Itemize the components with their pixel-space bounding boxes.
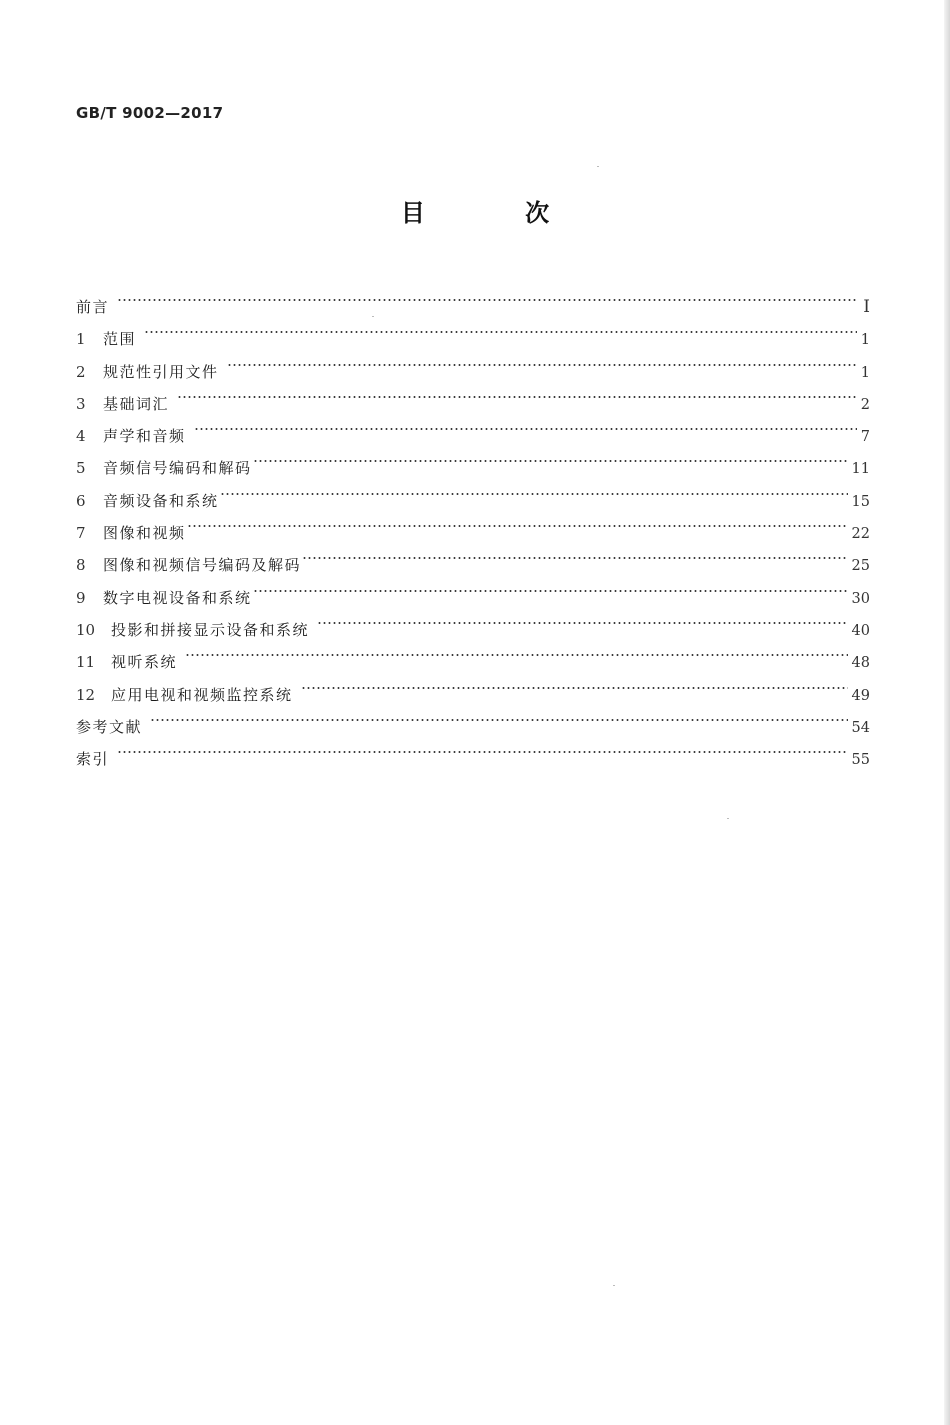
toc-leader-dots — [227, 345, 857, 377]
toc-entry-label: 基础词汇 — [103, 394, 170, 413]
toc-entry-label: 图像和视频 — [103, 524, 186, 543]
toc-entry-scope[interactable] — [76, 312, 870, 349]
toc-leader-dots — [150, 700, 848, 732]
toc-entry-number: 6 — [76, 491, 86, 510]
toc-entry-label: 应用电视和视频监控系统 — [111, 685, 293, 704]
toc-entry-page: 11 — [851, 461, 870, 478]
toc-entry-label: 规范性引用文件 — [103, 362, 219, 381]
toc-entry-image-video[interactable] — [76, 506, 870, 543]
standard-code: GB/T 9002—2017 — [76, 104, 224, 122]
toc-entry-page: 25 — [851, 558, 870, 575]
scan-speck — [372, 316, 374, 317]
toc-leader-dots — [302, 538, 848, 570]
toc-entry-page: 48 — [851, 655, 870, 672]
toc-entry-video-coding[interactable] — [76, 538, 870, 575]
toc-entry-label: 音频设备和系统 — [103, 491, 219, 510]
toc-leader-dots — [253, 571, 848, 603]
toc-entry-page: 54 — [851, 719, 870, 736]
toc-entry-page: 15 — [851, 493, 870, 510]
toc-entry-page: 2 — [860, 396, 870, 413]
toc-entry-page: 49 — [851, 687, 870, 704]
toc-entry-label: 声学和音频 — [103, 427, 186, 446]
toc-entry-number: 1 — [76, 330, 86, 349]
toc-entry-label: 参考文献 — [76, 717, 143, 736]
toc-entry-audio-coding[interactable] — [76, 441, 870, 478]
toc-entry-video-surveillance[interactable] — [76, 668, 870, 704]
toc-entry-label: 图像和视频信号编码及解码 — [103, 556, 302, 575]
toc-entry-bibliography[interactable] — [76, 700, 870, 736]
toc-entry-page: 1 — [860, 364, 870, 381]
toc-entry-index[interactable] — [76, 732, 870, 769]
toc-entry-number: 11 — [76, 653, 96, 672]
toc-entry-page: 1 — [860, 332, 870, 349]
toc-entry-label: 前言 — [76, 298, 110, 316]
toc-entry-label: 范围 — [103, 330, 137, 349]
toc-leader-dots — [253, 441, 848, 473]
toc-entry-normative-references[interactable] — [76, 345, 870, 381]
toc-leader-dots — [187, 506, 848, 538]
toc-leader-dots — [194, 409, 857, 441]
toc-entry-acoustics-audio[interactable] — [76, 409, 870, 446]
toc-leader-dots — [301, 668, 848, 700]
toc-entry-label: 投影和拼接显示设备和系统 — [111, 620, 310, 639]
toc-entry-page: 22 — [851, 526, 870, 543]
scan-speck — [597, 166, 599, 167]
toc-entry-audiovisual-system[interactable] — [76, 635, 870, 672]
toc-entry-label: 索引 — [76, 750, 110, 769]
toc-entry-number: 5 — [76, 459, 86, 478]
toc-leader-dots — [317, 603, 848, 635]
toc-entry-number: 12 — [76, 685, 96, 704]
toc-entry-label: 音频信号编码和解码 — [103, 459, 252, 478]
toc-entry-number: 7 — [76, 524, 86, 543]
toc-entry-number: 3 — [76, 394, 86, 413]
toc-leader-dots — [185, 635, 848, 667]
toc-leader-dots — [117, 280, 858, 312]
toc-entry-page: 7 — [860, 429, 870, 446]
toc-entry-label: 数字电视设备和系统 — [103, 588, 252, 607]
toc-entry-number: 10 — [76, 620, 96, 639]
toc-entry-number: 8 — [76, 556, 86, 575]
toc-entry-page: 55 — [851, 752, 870, 769]
toc-entry-page: 40 — [851, 622, 870, 639]
toc-entry-label: 视听系统 — [111, 653, 178, 672]
table-of-contents — [76, 280, 870, 769]
toc-leader-dots — [117, 732, 848, 764]
toc-entry-basic-vocabulary[interactable] — [76, 377, 870, 413]
toc-entry-number: 9 — [76, 588, 86, 607]
toc-entry-page: Ⅰ — [863, 297, 870, 317]
toc-leader-dots — [144, 312, 857, 344]
scan-speck — [613, 1285, 615, 1286]
toc-entry-foreword[interactable] — [76, 280, 870, 317]
toc-leader-dots — [220, 474, 848, 506]
toc-title: 目 次 — [400, 199, 596, 227]
toc-leader-dots — [177, 377, 857, 409]
scan-speck — [727, 818, 729, 819]
toc-entry-number: 2 — [76, 362, 86, 381]
toc-entry-number: 4 — [76, 427, 86, 446]
toc-entry-page: 30 — [851, 590, 870, 607]
